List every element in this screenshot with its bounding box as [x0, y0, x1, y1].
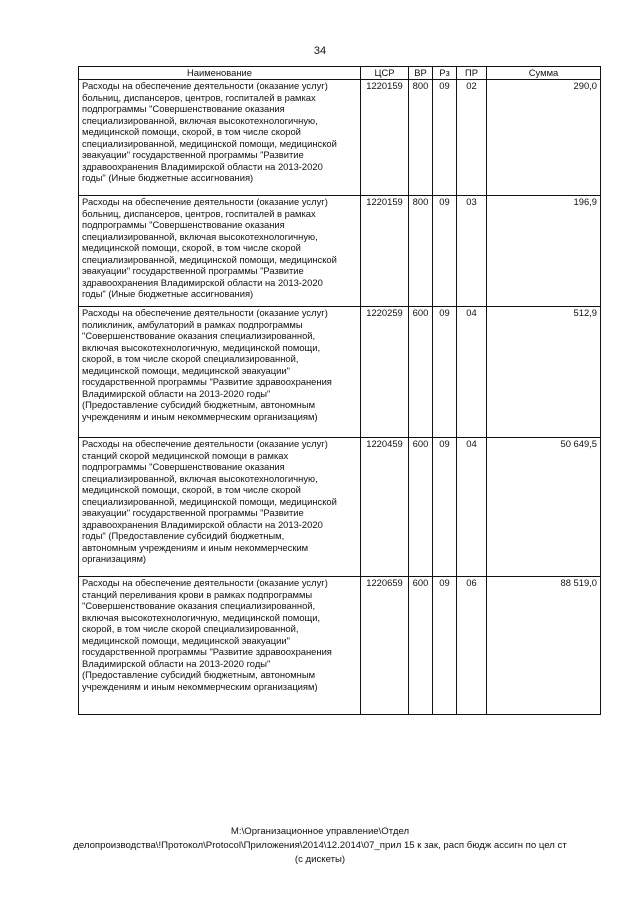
header-rz: Рз [433, 67, 457, 80]
row-pr: 06 [457, 577, 487, 715]
row-vr: 800 [409, 196, 433, 307]
row-rz: 09 [433, 438, 457, 577]
row-name: Расходы на обеспечение деятельности (оказание услуг) станций переливания крови в рамках подпрограммы "Совершенствование оказания специализированной, включая высокотехнологичную, медицинской помощи, скорой, в том числе скорой специализированной, медицинской помощи, медицинской эвакуации" государственной программы "Развитие здравоохранения Владимирской области на 2013-2020 годы" (Предоставление субсидий бюджетным, автономным учреждениям и иным некоммерческим организациям) [79, 577, 361, 715]
budget-table [78, 66, 601, 715]
row-vr: 800 [409, 80, 433, 196]
header-pr: ПР [457, 67, 487, 80]
header-name: Наименование [79, 67, 361, 80]
row-rz: 09 [433, 80, 457, 196]
row-csr: 1220459 [361, 438, 409, 577]
table-row [79, 577, 601, 715]
table-header-row [79, 67, 601, 80]
row-vr: 600 [409, 577, 433, 715]
row-csr: 1220159 [361, 196, 409, 307]
footer-line: М:\Организационное управление\Отдел [230, 826, 410, 837]
row-name: Расходы на обеспечение деятельности (оказание услуг) станций скорой медицинской помощи в рамках подпрограммы "Совершенствование оказания специализированной, включая высокотехнологичную, медицинской помощи, скорой, в том числе скорой специализированной, медицинской помощи, медицинской эвакуации" государственной программы "Развитие здравоохранения Владимирской области на 2013-2020 годы" (Предоставление субсидий бюджетным, автономным учреждениям и иным некоммерческим организациям) [79, 438, 361, 577]
table-row [79, 438, 601, 577]
row-sum: 512,9 [487, 307, 601, 438]
row-pr: 04 [457, 438, 487, 577]
row-pr: 03 [457, 196, 487, 307]
row-csr: 1220159 [361, 80, 409, 196]
row-name: Расходы на обеспечение деятельности (оказание услуг) больниц, диспансеров, центров, госпиталей в рамках подпрограммы "Совершенствование оказания специализированной, включая высокотехнологичную, медицинской помощи, скорой, в том числе скорой специализированной, медицинской помощи, медицинской эвакуации" государственной программы "Развитие здравоохранения Владимирской области на 2013-2020 годы" (Иные бюджетные ассигнования) [79, 80, 361, 196]
header-csr: ЦСР [361, 67, 409, 80]
row-sum: 290,0 [487, 80, 601, 196]
row-pr: 02 [457, 80, 487, 196]
row-rz: 09 [433, 196, 457, 307]
row-sum: 50 649,5 [487, 438, 601, 577]
row-name: Расходы на обеспечение деятельности (оказание услуг) поликлиник, амбулаторий в рамках подпрограммы "Совершенствование оказания специализированной, включая высокотехнологичную, медицинской помощи, скорой, в том числе скорой специализированной, медицинской помощи, медицинской эвакуации" государственной программы "Развитие здравоохранения Владимирской области на 2013-2020 годы" (Предоставление субсидий бюджетным, автономным учреждениям и иным некоммерческим организациям) [79, 307, 361, 438]
footer-line: делопроизводства\!Протокол\Protocol\Приложения\2014\12.2014\07_прил 15 к зак, расп бюдж ассигн по цел ст [73, 840, 567, 851]
row-vr: 600 [409, 307, 433, 438]
file-path-footer [0, 825, 640, 867]
header-vr: ВР [409, 67, 433, 80]
row-sum: 88 519,0 [487, 577, 601, 715]
row-name: Расходы на обеспечение деятельности (оказание услуг) больниц, диспансеров, центров, госпиталей в рамках подпрограммы "Совершенствование оказания специализированной, включая высокотехнологичную, медицинской помощи, скорой, в том числе скорой специализированной, медицинской помощи, медицинской эвакуации" государственной программы "Развитие здравоохранения Владимирской области на 2013-2020 годы" (Иные бюджетные ассигнования) [79, 196, 361, 307]
row-csr: 1220659 [361, 577, 409, 715]
table-row [79, 307, 601, 438]
row-sum: 196,9 [487, 196, 601, 307]
page-number: 34 [313, 45, 327, 57]
row-csr: 1220259 [361, 307, 409, 438]
row-rz: 09 [433, 307, 457, 438]
table-row [79, 80, 601, 196]
footer-line: (с дискеты) [294, 854, 346, 865]
row-vr: 600 [409, 438, 433, 577]
row-rz: 09 [433, 577, 457, 715]
table-row [79, 196, 601, 307]
header-sum: Сумма [487, 67, 601, 80]
row-pr: 04 [457, 307, 487, 438]
